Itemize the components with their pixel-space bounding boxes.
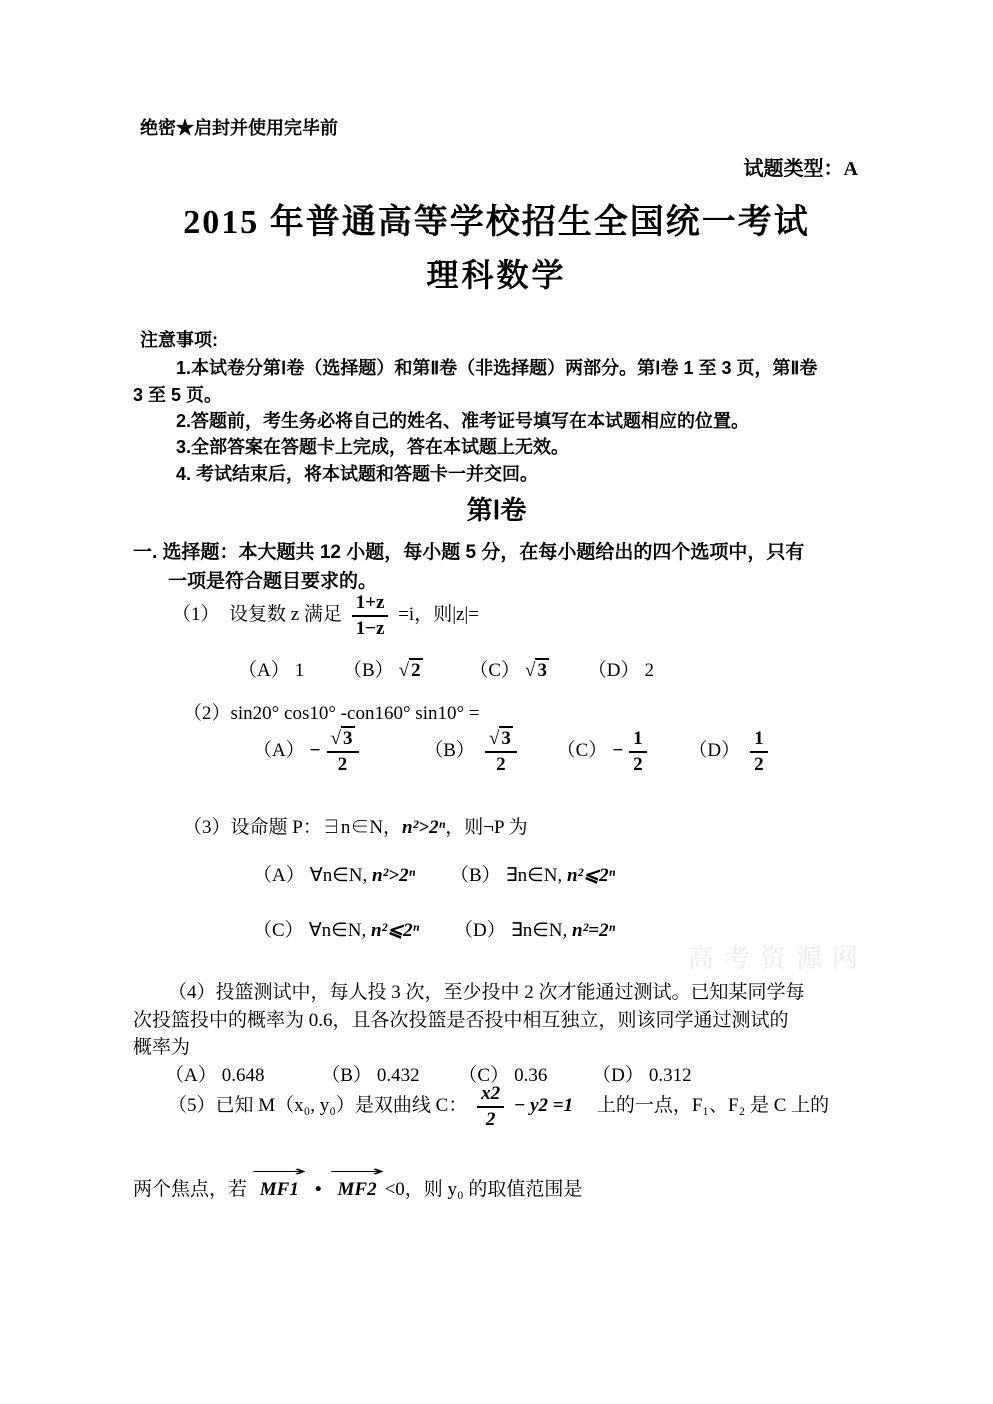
option-c: [469, 655, 549, 682]
option-b: [343, 655, 423, 682]
quantifier: ∃n∈N,: [510, 920, 573, 941]
quantifier: ∀n∈N,: [308, 920, 371, 941]
fraction: $\frac{1}{2}$: [750, 728, 768, 776]
fraction-numerator: 1+z: [352, 592, 389, 617]
question-5-text: 两个焦点，若: [133, 1179, 252, 1200]
fraction-denominator: 1−z: [355, 617, 385, 639]
math-formula: n²⩽2ⁿ: [566, 865, 616, 886]
notice-line-1: 1.本试卷分第Ⅰ卷（选择题）和第Ⅱ卷（非选择题）两部分。第Ⅰ卷 1 至 3 页，第Ⅱ卷: [176, 358, 818, 378]
question-5-text-suffix: <0，则 y₀ 的取值范围是: [384, 1179, 583, 1200]
option-label: （C）: [556, 740, 608, 762]
question-3-text: （3）设命题 P：∃n∈N，: [183, 817, 403, 838]
option-label: （D）: [454, 920, 506, 941]
fraction: $\frac{√ 3}{2}$: [327, 728, 359, 776]
notice-line-1-continued: 3 至 5 页。: [133, 385, 223, 405]
question-3-options-row-1: [253, 860, 615, 887]
option-label: （A）: [253, 740, 305, 762]
option-a: [253, 728, 364, 776]
fraction: [352, 592, 389, 640]
paper-type-label: 试题类型：A: [743, 158, 858, 180]
option-value: 0.36: [514, 1065, 548, 1086]
option-value: 1: [294, 660, 305, 681]
vector-mf2: ⟶ MF2: [329, 1164, 386, 1200]
sqrt-radical: √ 3: [330, 728, 353, 749]
math-formula: n²>2ⁿ: [402, 817, 446, 838]
vector-arrow-icon: ⟶: [329, 1164, 386, 1180]
sqrt-radical: √ 3: [525, 660, 547, 681]
option-b: [424, 728, 522, 776]
notice-line-2: 2.答题前，考生务必将自己的姓名、准考证号填写在本试题相应的位置。: [176, 411, 750, 431]
question-5-line-1: [168, 1083, 829, 1131]
fraction: $\frac{√ 3}{2}$: [485, 728, 517, 776]
option-value: 2: [644, 660, 654, 681]
option-a: [253, 860, 415, 887]
math-formula: − y2 =1: [513, 1095, 574, 1117]
math-formula: n²⩽2ⁿ: [370, 920, 420, 941]
question-2-stem: （2）sin20° cos10° -con160° sin10° =: [183, 703, 480, 724]
fraction-numerator: x2: [477, 1083, 504, 1108]
sqrt-radical: √ 2: [398, 660, 421, 681]
minus-sign: −: [309, 740, 321, 762]
section-heading: 第Ⅰ卷: [466, 495, 527, 525]
question-4-line-3: 概率为: [133, 1037, 191, 1058]
option-label: （D）: [592, 1065, 644, 1086]
question-3-stem: [183, 812, 528, 839]
vector-mf1: ⟶ MF1: [251, 1164, 308, 1200]
question-1-stem: [172, 592, 479, 640]
fraction: $\frac{1}{2}$: [629, 728, 647, 776]
option-label: （B）: [449, 865, 501, 886]
vector-arrow-icon: ⟶: [251, 1164, 308, 1180]
option-label: （D）: [587, 660, 640, 681]
question-5-line-2: [133, 1158, 582, 1201]
notice-heading: 注意事项:: [140, 330, 218, 350]
sqrt-radical: √ 3: [488, 728, 511, 749]
fraction: [477, 1083, 504, 1131]
radical-sign: √: [330, 728, 341, 749]
radical-sign: √: [525, 660, 536, 681]
question-1-text-suffix: =i，则|z|=: [398, 604, 479, 626]
option-d: [688, 728, 772, 776]
exam-subject: 理科数学: [426, 257, 567, 293]
minus-sign: −: [612, 740, 624, 762]
option-label: （A）: [165, 1065, 217, 1086]
radical-sign: √: [398, 660, 410, 681]
exam-title: 2015 年普通高等学校招生全国统一考试: [183, 204, 810, 241]
option-label: （C）: [253, 920, 304, 941]
option-label: （B）: [424, 740, 475, 762]
quantifier: ∃n∈N,: [505, 865, 567, 886]
option-d: [454, 915, 615, 942]
option-label: （B）: [342, 660, 394, 681]
option-c: [253, 915, 419, 942]
option-value: 0.312: [648, 1065, 692, 1086]
option-label: （D）: [688, 740, 741, 762]
question-2-options: [253, 728, 773, 776]
math-formula: n²>2ⁿ: [372, 865, 416, 886]
notice-line-4: 4. 考试结束后，将本试题和答题卡一并交回。: [176, 464, 539, 484]
question-4-line-1: （4）投篮测试中，每人投 3 次，至少投中 2 次才能通过测试。已知某同学每: [168, 982, 805, 1003]
option-value: 0.432: [376, 1065, 420, 1086]
classification-label: 绝密★启封并使用完毕前: [140, 118, 338, 138]
math-formula: n²=2ⁿ: [572, 920, 616, 941]
option-label: （A）: [238, 660, 290, 681]
radical-sign: √: [488, 728, 500, 749]
watermark: 高考资源网: [688, 943, 869, 973]
instruction-line-2: 一项是符合题目要求的。: [168, 571, 378, 592]
quantifier: ∀n∈N,: [309, 865, 373, 886]
option-label: （B）: [321, 1065, 372, 1086]
fraction-denominator: 2: [485, 1108, 496, 1130]
question-3-text-suffix: ，则¬P 为: [445, 817, 528, 838]
question-5-text: （5）已知 M（x₀, y₀）是双曲线 C：: [168, 1095, 468, 1117]
question-3-options-row-2: [253, 915, 615, 942]
option-a: [238, 655, 304, 682]
dot-product-icon: •: [314, 1179, 322, 1200]
instruction-line-1: 一. 选择题：本大题共 12 小题，每小题 5 分，在每小题给出的四个选项中，只有: [133, 542, 805, 563]
notice-line-3: 3.全部答案在答题卡上完成，答在本试题上无效。: [176, 437, 570, 457]
option-b: [450, 860, 615, 887]
question-4-line-2: 次投篮投中的概率为 0.6，且各次投篮是否投中相互独立，则该同学通过测试的: [133, 1010, 789, 1031]
option-label: （A）: [253, 865, 305, 886]
question-5-text-suffix: 上的一点，F₁、F₂ 是 C 上的: [577, 1095, 830, 1117]
option-d: [588, 655, 654, 682]
option-label: （C）: [458, 1065, 510, 1086]
option-value: 0.648: [221, 1065, 265, 1086]
question-1-text: （1） 设复数 z 满足: [172, 604, 342, 626]
question-1-options: [238, 655, 654, 682]
option-c: [557, 728, 652, 776]
option-label: （C）: [469, 660, 521, 681]
